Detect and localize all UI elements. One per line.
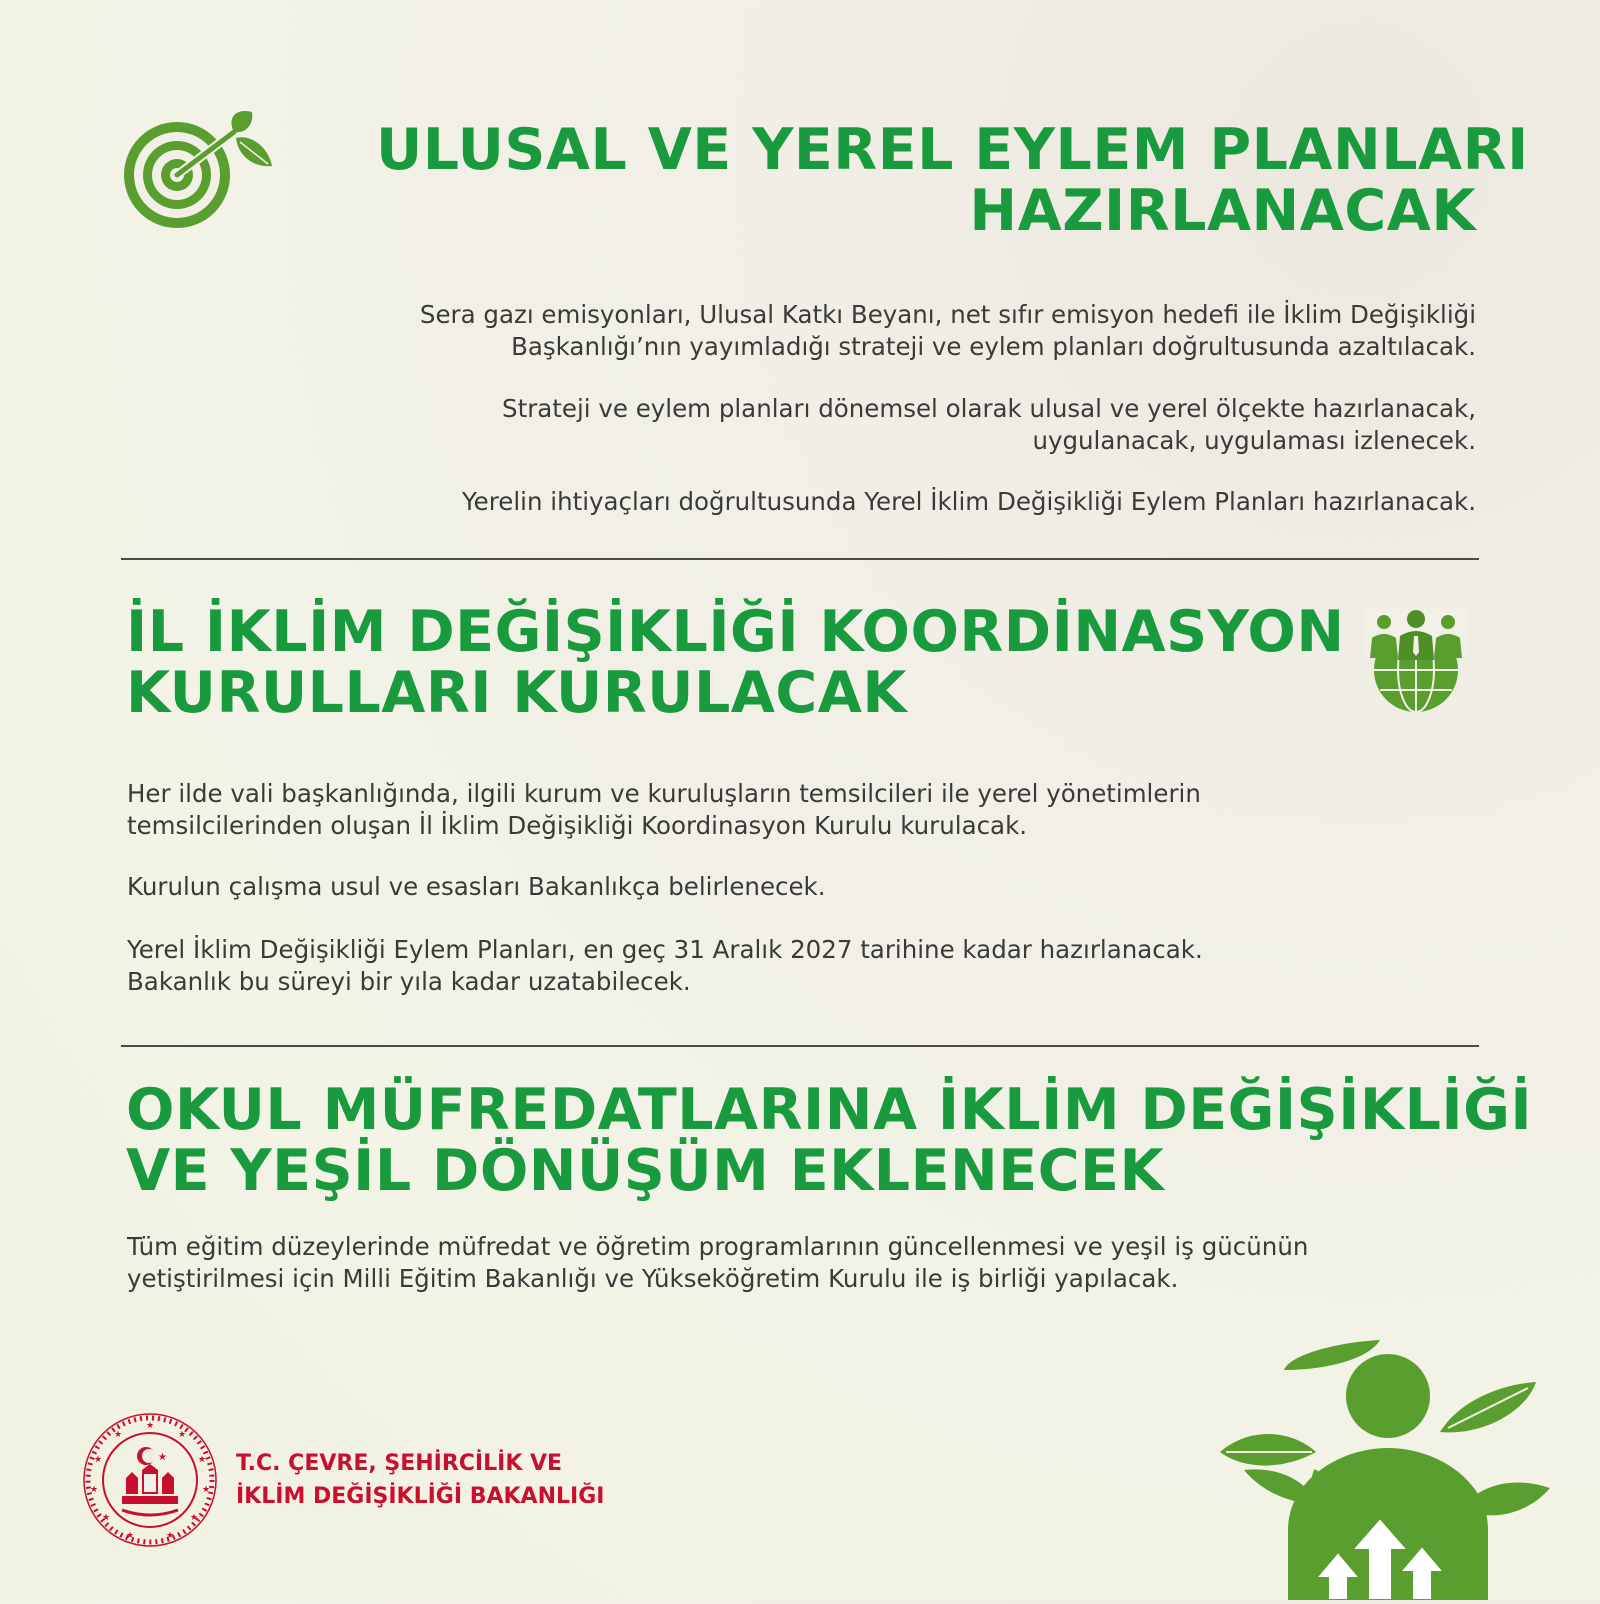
text-line: yetiştirilmesi için Milli Eğitim Bakanlığı ve Yükseköğretim Kurulu ile iş birliği yapılacak. — [127, 1264, 1179, 1293]
paragraph-procedures — [127, 871, 1377, 903]
svg-text:★: ★ — [189, 1513, 199, 1523]
section-title-action-plans — [376, 117, 1529, 244]
ministry-name-line: T.C. ÇEVRE, ŞEHİRCİLİK VE — [236, 1451, 563, 1476]
text-line: Bakanlık bu süreyi bir yıla kadar uzatabilecek. — [127, 967, 691, 996]
section-title-curriculum — [126, 1077, 1533, 1204]
section-divider — [121, 558, 1479, 560]
title-line: OKUL MÜFREDATLARINA İKLİM DEĞİŞİKLİĞİ — [126, 1077, 1533, 1143]
text-line: Kurulun çalışma usul ve esasları Bakanlıkça belirlenecek. — [127, 872, 826, 901]
svg-text:★: ★ — [145, 1421, 155, 1431]
text-line: temsilcilerinden oluşan İl İklim Değişikliği Koordinasyon Kurulu kurulacak. — [127, 811, 1028, 840]
target-leaf-icon — [122, 110, 282, 235]
ministry-name — [236, 1447, 604, 1513]
text-line: Strateji ve eylem planları dönemsel olarak ulusal ve yerel ölçekte hazırlanacak, — [502, 394, 1476, 423]
title-line: VE YEŞİL DÖNÜŞÜM EKLENECEK — [126, 1138, 1165, 1204]
text-line: Yerel İklim Değişikliği Eylem Planları, en geç 31 Aralık 2027 tarihine kadar hazırlanacak. — [127, 935, 1203, 964]
svg-text:★: ★ — [101, 1513, 111, 1523]
svg-text:★: ★ — [201, 1485, 211, 1495]
title-line: İL İKLİM DEĞİŞİKLİĞİ KOORDİNASYON — [126, 599, 1345, 665]
ministry-name-line: İKLİM DEĞİŞİKLİĞİ BAKANLIĞI — [236, 1484, 605, 1509]
paragraph-emissions — [276, 299, 1476, 363]
paragraph-local-plans — [276, 486, 1476, 518]
people-globe-icon — [1364, 608, 1468, 712]
svg-text:★: ★ — [125, 1531, 135, 1541]
text-line: Tüm eğitim düzeylerinde müfredat ve öğretim programlarının güncellenmesi ve yeşil iş gücünün — [127, 1232, 1309, 1261]
text-line: Her ilde vali başkanlığında, ilgili kurum ve kuruluşların temsilcileri ile yerel yönetimlerin — [127, 779, 1201, 808]
text-line: Başkanlığı’nın yayımladığı strateji ve eylem planları doğrultusunda azaltılacak. — [511, 332, 1476, 361]
text-line: Yerelin ihtiyaçları doğrultusunda Yerel İklim Değişikliği Eylem Planları hazırlanacak. — [461, 487, 1476, 516]
paragraph-governor-board — [127, 778, 1377, 842]
title-line: ULUSAL VE YEREL EYLEM PLANLARI — [376, 117, 1529, 183]
section-title-coordination-boards — [126, 599, 1345, 726]
svg-text:★: ★ — [158, 1452, 167, 1463]
paragraph-education — [127, 1231, 1457, 1295]
svg-text:★: ★ — [89, 1485, 99, 1495]
title-line: KURULLARI KURULACAK — [126, 660, 908, 726]
ministry-emblem-logo — [82, 1412, 218, 1548]
svg-text:★: ★ — [197, 1455, 207, 1465]
svg-text:★: ★ — [113, 1430, 123, 1440]
paragraph-deadline — [127, 934, 1377, 998]
growth-person-icon — [1220, 1340, 1560, 1600]
svg-text:★: ★ — [165, 1531, 175, 1541]
svg-text:★: ★ — [93, 1455, 103, 1465]
title-line: HAZIRLANACAK — [969, 178, 1476, 244]
text-line: uygulanacak, uygulaması izlenecek. — [1032, 426, 1476, 455]
section-divider — [121, 1045, 1479, 1047]
text-line: Sera gazı emisyonları, Ulusal Katkı Beyanı, net sıfır emisyon hedefi ile İklim Değişikliği — [419, 300, 1476, 329]
svg-text:★: ★ — [177, 1430, 187, 1440]
paragraph-strategy — [276, 393, 1476, 457]
